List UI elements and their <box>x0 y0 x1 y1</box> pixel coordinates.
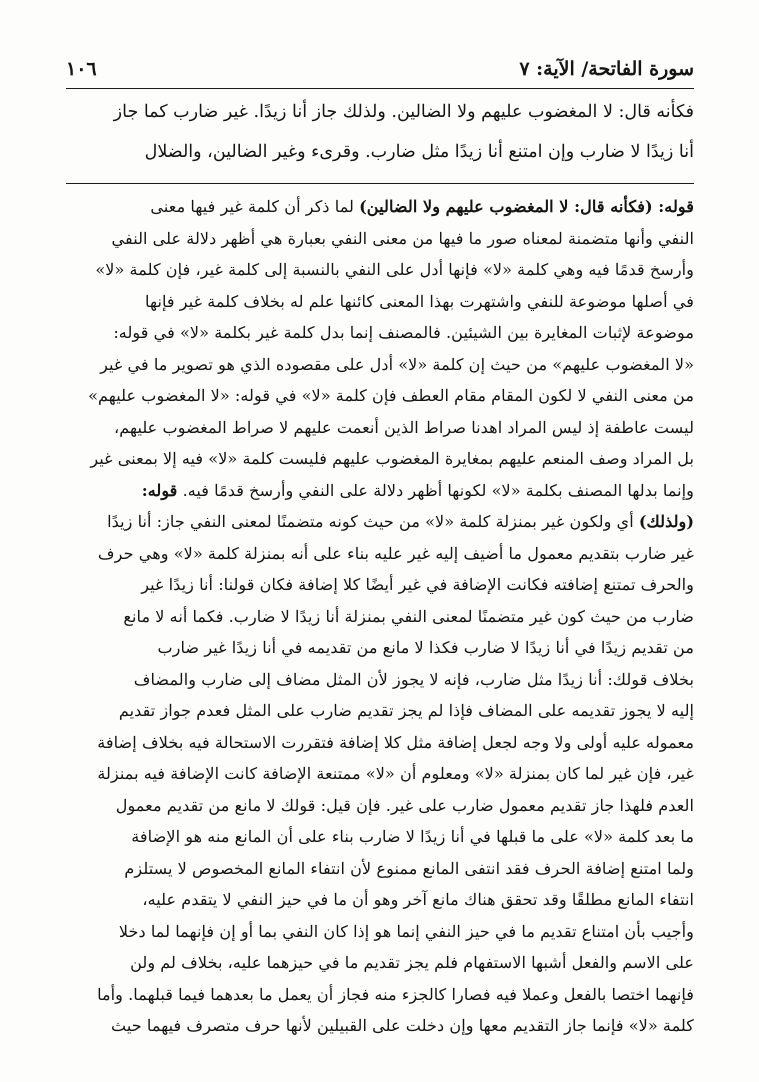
commentary-line: «لا المغضوب عليهم» من حيث إن كلمة «لا» أدل على مقصوده الذي هو تصوير ما في غير <box>100 354 694 374</box>
verse-line: فكأنه قال: لا المغضوب عليهم ولا الضالين. ولذلك جاز أنا زيدًا. غير ضارب كما جاز <box>113 102 694 122</box>
commentary-line: وأرسخ قدمًا فيه وهي كلمة «لا» فإنها أدل على النفي بالنسبة إلى كلمة غير، فإن كلمة «لا» <box>95 260 694 279</box>
commentary-line: في أصلها موضوعة للنفي واشتهرت بهذا المعنى كائنها علم له بخلاف كلمة غير فإنها <box>145 291 694 311</box>
commentary-line: ليست عاطفة إذ ليس المراد اهدنا صراط الذين أنعمت عليهم لا صراط المغضوب عليهم، <box>113 417 694 437</box>
commentary-line: على الاسم والفعل أشبها الاستفهام فلم يجز تقديم ما في حيزهما عليه، بخلاف لم ولن <box>130 953 694 972</box>
page-number: ١٠٦ <box>66 58 97 80</box>
verse-text <box>66 92 694 172</box>
commentary-line: غير ضارب بتقديم معمول ما أضيف إليه غير عليه بناء على أنه بمنزلة كلمة «لا» وهي حرف <box>97 543 694 563</box>
commentary-line: ما بعد كلمة «لا» على ما قبلها في أنا زيدًا لا ضارب بناء على أن المانع منه هو الإضافة <box>131 827 694 846</box>
commentary-line: معموله عليه أولى ولا وجه لجعل إضافة مثل كلا إضافة فتقررت الاستحالة فيه بخلاف إضافة <box>97 732 694 752</box>
commentary-line: من تقديم زيدًا في أنا زيدًا لا ضارب فكذا لا مانع من تقديمه في أنا زيدًا غير ضارب <box>157 638 694 657</box>
commentary-line: وإنما بدلها المصنف بكلمة «لا» لكونها أظهر دلالة على النفي وأرسخ قدمًا فيه. قوله: <box>141 480 694 500</box>
commentary-line: إليه لا يجوز تقديمه على المضاف فإذا لم يجز تقديم ضارب على المثل فعدم جواز تقديم <box>118 701 694 720</box>
running-title: سورة الفاتحة/ الآية: ٧ <box>519 58 694 80</box>
footnote-divider <box>66 183 694 184</box>
commentary-line: النفي وأنها متضمنة لمعناه صور ما فيها من معنى النفي بعبارة هي أظهر دلالة على النفي <box>111 228 694 248</box>
commentary-line: وأجيب بأن امتناع تقديم ما في حيز النفي إنما هو إذا كان النفي بما أو إن فإنهما لما دخلا <box>118 921 694 941</box>
commentary-line: كلمة «لا» فإنما جاز التقديم معها وإن دخلت على القبيلين لأنها حرف متصرف فيهما حيث <box>110 1016 694 1035</box>
verse-line: أنا زيدًا لا ضارب وإن امتنع أنا زيدًا مثل ضارب. وقرىء وغير الضالين، والضلال <box>144 142 694 162</box>
commentary-line: بل المراد وصف المنعم عليهم بمغايرة المغضوب عليهم فليست كلمة «لا» فيه إلا بمعنى غير <box>90 449 694 468</box>
commentary-line: العدم فلهذا جاز تقديم معمول ضارب على غير. فإن قيل: قولك لا مانع من تقديم معمول <box>115 795 694 815</box>
commentary-line: والحرف تمتنع إضافته فكانت الإضافة في غير أيضًا كلا إضافة فكان قولنا: أنا زيدًا غير <box>141 575 694 594</box>
header-rule <box>66 88 694 89</box>
commentary-line: فإنهما اختصا بالفعل وعملا فيه فصارا كالجزء منه فجاز أن يعمل ما بعدهما فيما قبلهما. وأما <box>97 984 694 1004</box>
commentary-line: (ولذلك) أي ولكون غير بمنزلة كلمة «لا» من حيث كونه متضمنًا لمعنى النفي جاز: أنا زيدًا <box>107 512 694 531</box>
commentary-line: موضوعة لإثبات المغايرة بين الشيئين. فالمصنف إنما بدل كلمة غير بكلمة «لا» في قوله: <box>113 323 694 342</box>
commentary-line: قوله: (فكأنه قال: لا المغضوب عليهم ولا الضالين) لما ذكر أن كلمة غير فيها معنى <box>150 197 694 216</box>
commentary-text <box>66 191 694 1042</box>
commentary-line: ولما امتنع إضافة الحرف فقد انتفى المانع ممنوع لأن انتفاء المانع المخصوص لا يستلزم <box>124 858 694 878</box>
page-header <box>66 52 694 86</box>
commentary-line: من معنى النفي لا لكون المقام مقام العطف فإن كلمة «لا» في قوله: «لا المغضوب عليهم» <box>88 386 694 405</box>
commentary-line: ضارب من حيث كون غير متضمنًا لمعنى النفي بمنزلة أنا زيدًا لا ضارب. فكما أنه لا مانع <box>123 606 694 626</box>
commentary-line: بخلاف قولك: أنا زيدًا مثل ضارب، فإنه لا يجوز لأن المثل مضاف إلى ضارب والمضاف <box>133 669 694 689</box>
commentary-line: انتفاء المانع مطلقًا وقد تحقق هناك مانع آخر وهو أن ما في حيز النفي لا يتقدم عليه، <box>142 890 694 909</box>
commentary-line: غير، فإن غير لما كان بمنزلة «لا» ومعلوم أن «لا» ممتنعة الإضافة كانت الإضافة فيه بمنزلة <box>97 764 694 783</box>
